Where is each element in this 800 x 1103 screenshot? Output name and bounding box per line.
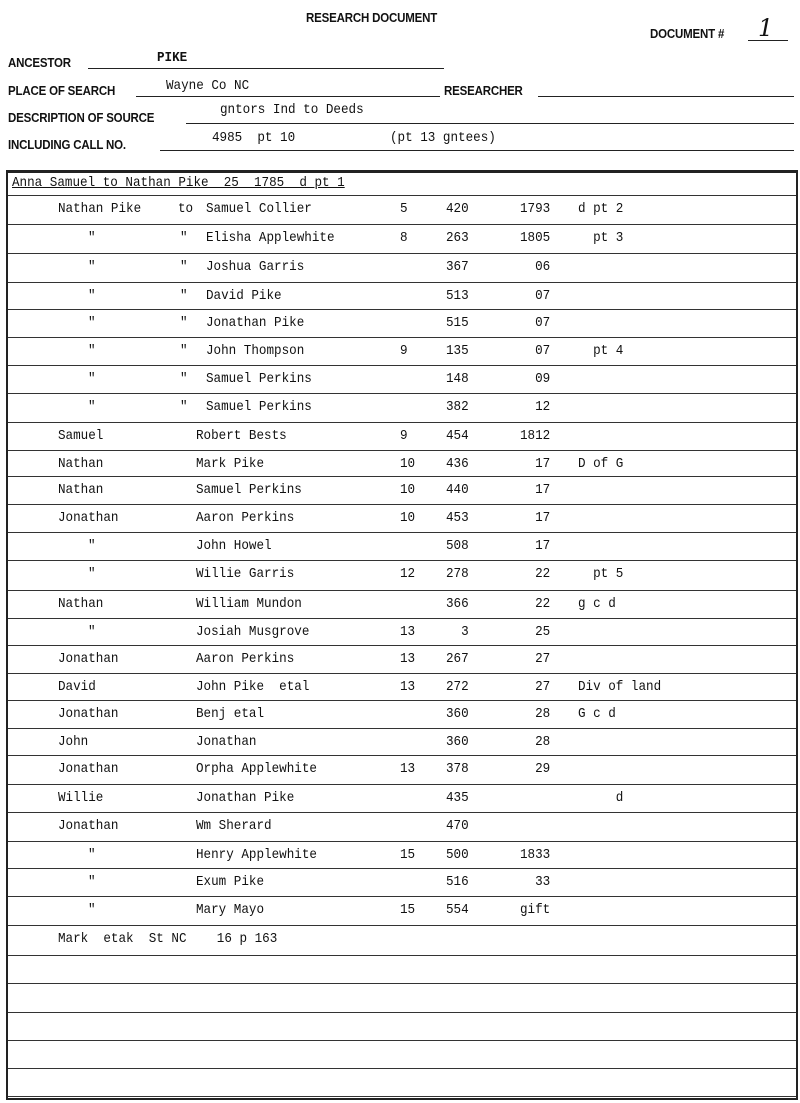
grantee-cell: Orpha Applewhite <box>196 761 317 777</box>
note-cell: D of G <box>578 456 624 472</box>
grantor-cell: " <box>88 538 96 554</box>
book-cell: 13 <box>400 624 416 640</box>
place-of-search-value: Wayne Co NC <box>166 78 250 94</box>
page-cell: 360 <box>446 706 469 722</box>
table-row <box>8 786 796 813</box>
page-cell: 278 <box>446 566 469 582</box>
page-cell: 272 <box>446 679 469 695</box>
grantor-cell: " <box>88 288 96 304</box>
researcher-label: RESEARCHER <box>444 84 523 98</box>
year-cell: 12 <box>520 399 551 415</box>
grantee-cell: John Howel <box>196 538 272 554</box>
grantee-cell: John Thompson <box>206 343 305 359</box>
to-cell: " <box>180 371 188 387</box>
grantor-cell: " <box>88 399 96 415</box>
grantee-cell: Jonathan <box>196 734 257 750</box>
grantee-cell: Mary Mayo <box>196 902 265 918</box>
note-cell: pt 5 <box>578 566 624 582</box>
grantee-cell: Exum Pike <box>196 874 265 890</box>
year-cell: 25 <box>520 624 551 640</box>
grantee-cell: Elisha Applewhite <box>206 230 335 246</box>
grantor-cell: Nathan Pike <box>58 201 142 217</box>
grantor-cell: " <box>88 315 96 331</box>
grantor-cell: " <box>88 230 96 246</box>
grantor-cell: Nathan <box>58 482 104 498</box>
table-row <box>8 927 796 956</box>
year-cell: 29 <box>520 761 551 777</box>
grantee-cell: Aaron Perkins <box>196 510 295 526</box>
grantee-cell: Samuel Perkins <box>206 399 312 415</box>
grantor-cell: Nathan <box>58 596 104 612</box>
page-cell: 367 <box>446 259 469 275</box>
page-cell: 513 <box>446 288 469 304</box>
table-row <box>8 255 796 283</box>
table-row <box>8 506 796 533</box>
year-cell: 07 <box>520 343 551 359</box>
call-number-label: INCLUDING CALL NO. <box>8 138 126 152</box>
grantor-cell: Jonathan <box>58 651 119 667</box>
book-cell: 13 <box>400 651 416 667</box>
call-number-value: 4985 pt 10 <box>212 130 296 146</box>
first-line-text: Anna Samuel to Nathan Pike 25 1785 d pt 1 <box>12 175 345 191</box>
grantee-cell: Benj etal <box>196 706 265 722</box>
year-cell: 17 <box>520 482 551 498</box>
book-cell: 9 <box>400 343 408 359</box>
grantee-cell: William Mundon <box>196 596 302 612</box>
year-cell: 27 <box>520 651 551 667</box>
description-value: gntors Ind to Deeds <box>220 102 364 118</box>
grantee-cell: David Pike <box>206 288 282 304</box>
table-row <box>8 311 796 338</box>
last-line-text: Mark etak St NC 16 p 163 <box>58 931 278 947</box>
grantor-cell: Samuel <box>58 428 104 444</box>
grantor-cell: " <box>88 371 96 387</box>
ancestor-underline <box>88 68 444 69</box>
page-cell: 267 <box>446 651 469 667</box>
book-cell: 5 <box>400 201 408 217</box>
year-cell: 1793 <box>520 201 551 217</box>
table-row <box>8 702 796 729</box>
grantor-cell: David <box>58 679 96 695</box>
ancestor-label: ANCESTOR <box>8 56 71 70</box>
table-row <box>8 367 796 394</box>
table-row <box>8 620 796 646</box>
description-label: DESCRIPTION OF SOURCE <box>8 111 155 125</box>
page-cell: 382 <box>446 399 469 415</box>
book-cell: 10 <box>400 456 416 472</box>
page-cell: 148 <box>446 371 469 387</box>
document-number-label: DOCUMENT # <box>650 27 725 41</box>
table-row <box>8 226 796 254</box>
year-cell: 17 <box>520 510 551 526</box>
page-cell: 3 <box>446 624 469 640</box>
book-cell: 13 <box>400 761 416 777</box>
table-row <box>8 478 796 505</box>
note-cell: d pt 2 <box>578 201 624 217</box>
year-cell: gift <box>520 902 551 918</box>
document-number-underline <box>748 40 788 41</box>
table-row <box>8 339 796 366</box>
page-cell: 420 <box>446 201 469 217</box>
grantee-cell: Willie Garris <box>196 566 295 582</box>
page-cell: 436 <box>446 456 469 472</box>
grantor-cell: " <box>88 343 96 359</box>
grantee-cell: Aaron Perkins <box>196 651 295 667</box>
grantor-cell: Jonathan <box>58 510 119 526</box>
grantor-cell: John <box>58 734 89 750</box>
table-row <box>8 173 796 196</box>
table-row <box>8 562 796 591</box>
page-cell: 554 <box>446 902 469 918</box>
year-cell: 07 <box>520 315 551 331</box>
table-row <box>8 424 796 451</box>
table-row <box>8 647 796 674</box>
year-cell: 09 <box>520 371 551 387</box>
grantee-cell: Josiah Musgrove <box>196 624 310 640</box>
blank-row <box>8 985 796 1013</box>
to-cell: to <box>178 201 194 217</box>
table-row <box>8 730 796 756</box>
blank-row <box>8 957 796 984</box>
to-cell: " <box>180 343 188 359</box>
grantor-cell: Jonathan <box>58 761 119 777</box>
grantor-cell: " <box>88 624 96 640</box>
page-cell: 516 <box>446 874 469 890</box>
book-cell: 13 <box>400 679 416 695</box>
year-cell: 28 <box>520 706 551 722</box>
year-cell: 28 <box>520 734 551 750</box>
grantor-cell: " <box>88 259 96 275</box>
document-title: RESEARCH DOCUMENT <box>306 11 438 25</box>
book-cell: 10 <box>400 482 416 498</box>
grantee-cell: Samuel Perkins <box>206 371 312 387</box>
table-row <box>8 757 796 785</box>
call-underline <box>160 150 794 151</box>
blank-row <box>8 1070 796 1097</box>
page-cell: 454 <box>446 428 469 444</box>
year-cell: 06 <box>520 259 551 275</box>
table-row <box>8 284 796 310</box>
page-cell: 440 <box>446 482 469 498</box>
page-cell: 470 <box>446 818 469 834</box>
grantee-cell: Robert Bests <box>196 428 287 444</box>
grantor-cell: Jonathan <box>58 706 119 722</box>
table-row <box>8 898 796 926</box>
records-table <box>6 170 798 1100</box>
book-cell: 10 <box>400 510 416 526</box>
table-row <box>8 870 796 897</box>
grantor-cell: " <box>88 566 96 582</box>
year-cell: 1805 <box>520 230 551 246</box>
year-cell: 17 <box>520 538 551 554</box>
book-cell: 8 <box>400 230 408 246</box>
note-cell: pt 4 <box>578 343 624 359</box>
ancestor-value: PIKE <box>157 50 188 66</box>
note-cell: Div of land <box>578 679 662 695</box>
place-of-search-label: PLACE OF SEARCH <box>8 84 116 98</box>
table-row <box>8 395 796 423</box>
page-cell: 515 <box>446 315 469 331</box>
book-cell: 15 <box>400 902 416 918</box>
grantee-cell: Mark Pike <box>196 456 265 472</box>
page-cell: 453 <box>446 510 469 526</box>
year-cell: 07 <box>520 288 551 304</box>
researcher-underline <box>538 96 794 97</box>
grantor-cell: Willie <box>58 790 104 806</box>
description-underline <box>186 123 794 124</box>
to-cell: " <box>180 288 188 304</box>
blank-row <box>8 1042 796 1069</box>
document-number-value: 1 <box>758 14 774 42</box>
to-cell: " <box>180 315 188 331</box>
year-cell: 33 <box>520 874 551 890</box>
table-row <box>8 675 796 701</box>
grantor-cell: " <box>88 902 96 918</box>
year-cell: 1812 <box>520 428 551 444</box>
grantee-cell: Henry Applewhite <box>196 847 317 863</box>
table-row <box>8 814 796 842</box>
to-cell: " <box>180 259 188 275</box>
page-cell: 360 <box>446 734 469 750</box>
year-cell: 27 <box>520 679 551 695</box>
page-cell: 378 <box>446 761 469 777</box>
grantee-cell: Wm Sherard <box>196 818 272 834</box>
call-number-note: (pt 13 gntees) <box>390 130 496 146</box>
grantor-cell: Jonathan <box>58 818 119 834</box>
to-cell: " <box>180 230 188 246</box>
book-cell: 9 <box>400 428 408 444</box>
table-row <box>8 592 796 619</box>
table-row <box>8 534 796 561</box>
note-cell: pt 3 <box>578 230 624 246</box>
year-cell: 22 <box>520 566 551 582</box>
grantee-cell: Samuel Collier <box>206 201 312 217</box>
page-cell: 435 <box>446 790 469 806</box>
book-cell: 15 <box>400 847 416 863</box>
note-cell: g c d <box>578 596 616 612</box>
year-cell: 22 <box>520 596 551 612</box>
grantee-cell: Jonathan Pike <box>206 315 305 331</box>
grantor-cell: " <box>88 874 96 890</box>
note-cell: G c d <box>578 706 616 722</box>
table-row <box>8 843 796 869</box>
year-cell: 17 <box>520 456 551 472</box>
page-cell: 263 <box>446 230 469 246</box>
book-cell: 12 <box>400 566 416 582</box>
page-cell: 500 <box>446 847 469 863</box>
note-cell: d <box>578 790 624 806</box>
place-underline <box>136 96 440 97</box>
grantee-cell: Samuel Perkins <box>196 482 302 498</box>
grantee-cell: Jonathan Pike <box>196 790 295 806</box>
year-cell: 1833 <box>520 847 551 863</box>
blank-row <box>8 1014 796 1041</box>
table-row <box>8 452 796 477</box>
grantee-cell: John Pike etal <box>196 679 310 695</box>
grantee-cell: Joshua Garris <box>206 259 305 275</box>
table-row <box>8 197 796 225</box>
to-cell: " <box>180 399 188 415</box>
page-cell: 366 <box>446 596 469 612</box>
page-cell: 135 <box>446 343 469 359</box>
grantor-cell: Nathan <box>58 456 104 472</box>
page-cell: 508 <box>446 538 469 554</box>
grantor-cell: " <box>88 847 96 863</box>
